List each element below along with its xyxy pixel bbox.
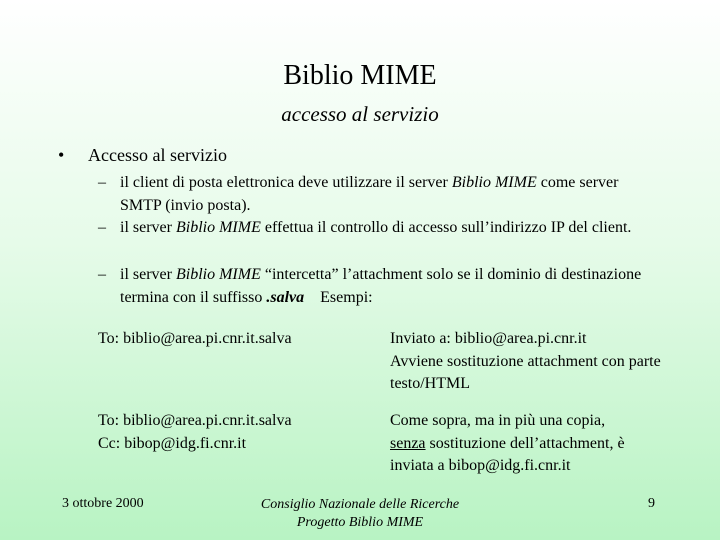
- dash-icon: –: [98, 219, 106, 236]
- page-number: 9: [648, 496, 655, 511]
- example-2-rest-text: sostituzione dell’attachment, è inviata a bibop@idg.fi.cnr.it: [390, 434, 625, 474]
- sub-point-1-text-c: come server SMTP (invio posta).: [120, 174, 619, 214]
- sub-point-3-text-e: Esempi:: [304, 288, 373, 306]
- slide-subtitle: accesso al servizio: [281, 102, 439, 126]
- dash-icon: –: [98, 174, 106, 191]
- footer-center: [240, 496, 480, 532]
- sub-point-3-suffix: .salva: [266, 288, 305, 306]
- slide-title: Biblio MIME: [283, 60, 437, 91]
- sub-point-3-product: Biblio MIME: [175, 266, 261, 283]
- footer-date: 3 ottobre 2000: [62, 496, 144, 511]
- sub-point-1: [98, 172, 658, 217]
- example-2-left: [98, 410, 368, 455]
- example-1-to: To: biblio@area.pi.cnr.it.salva: [98, 330, 292, 347]
- sub-point-2-text-a: il server: [120, 219, 176, 236]
- bullet-icon: •: [58, 145, 65, 165]
- example-1-right: [390, 328, 670, 396]
- example-2-underlined: senza: [390, 434, 426, 452]
- example-2-to: To: biblio@area.pi.cnr.it.salva: [98, 412, 292, 429]
- example-1-left: [98, 328, 368, 351]
- example-2-first-line: Come sopra, ma in più una copia,: [390, 412, 606, 429]
- sub-point-1-text-a: il client di posta elettronica deve utilizzare il server: [120, 174, 452, 191]
- sub-point-3-text-c: “intercetta” l’attachment solo se il dominio di destinazione termina con il suffisso: [120, 266, 642, 306]
- footer-organization: Consiglio Nazionale delle Ricerche: [260, 497, 460, 512]
- dash-icon: –: [98, 266, 106, 283]
- footer-project: Progetto Biblio MIME: [296, 515, 424, 530]
- example-1-sent-to: Inviato a: biblio@area.pi.cnr.it: [390, 330, 587, 347]
- sub-point-2-product: Biblio MIME: [175, 219, 261, 236]
- example-2-rest: [390, 433, 670, 478]
- sub-point-2: [98, 217, 658, 240]
- sub-point-3: [98, 264, 658, 309]
- example-1-effect: Avviene sostituzione attachment con parte testo/HTML: [390, 352, 661, 392]
- sub-point-1-product: Biblio MIME: [451, 174, 537, 191]
- example-2-right: [390, 410, 670, 478]
- sub-point-2-text-c: effettua il controllo di accesso sull’indirizzo IP del client.: [260, 219, 632, 236]
- main-point: Accesso al servizio: [88, 145, 227, 165]
- sub-point-3-text-a: il server: [120, 266, 176, 283]
- example-2-cc: Cc: bibop@idg.fi.cnr.it: [98, 434, 247, 452]
